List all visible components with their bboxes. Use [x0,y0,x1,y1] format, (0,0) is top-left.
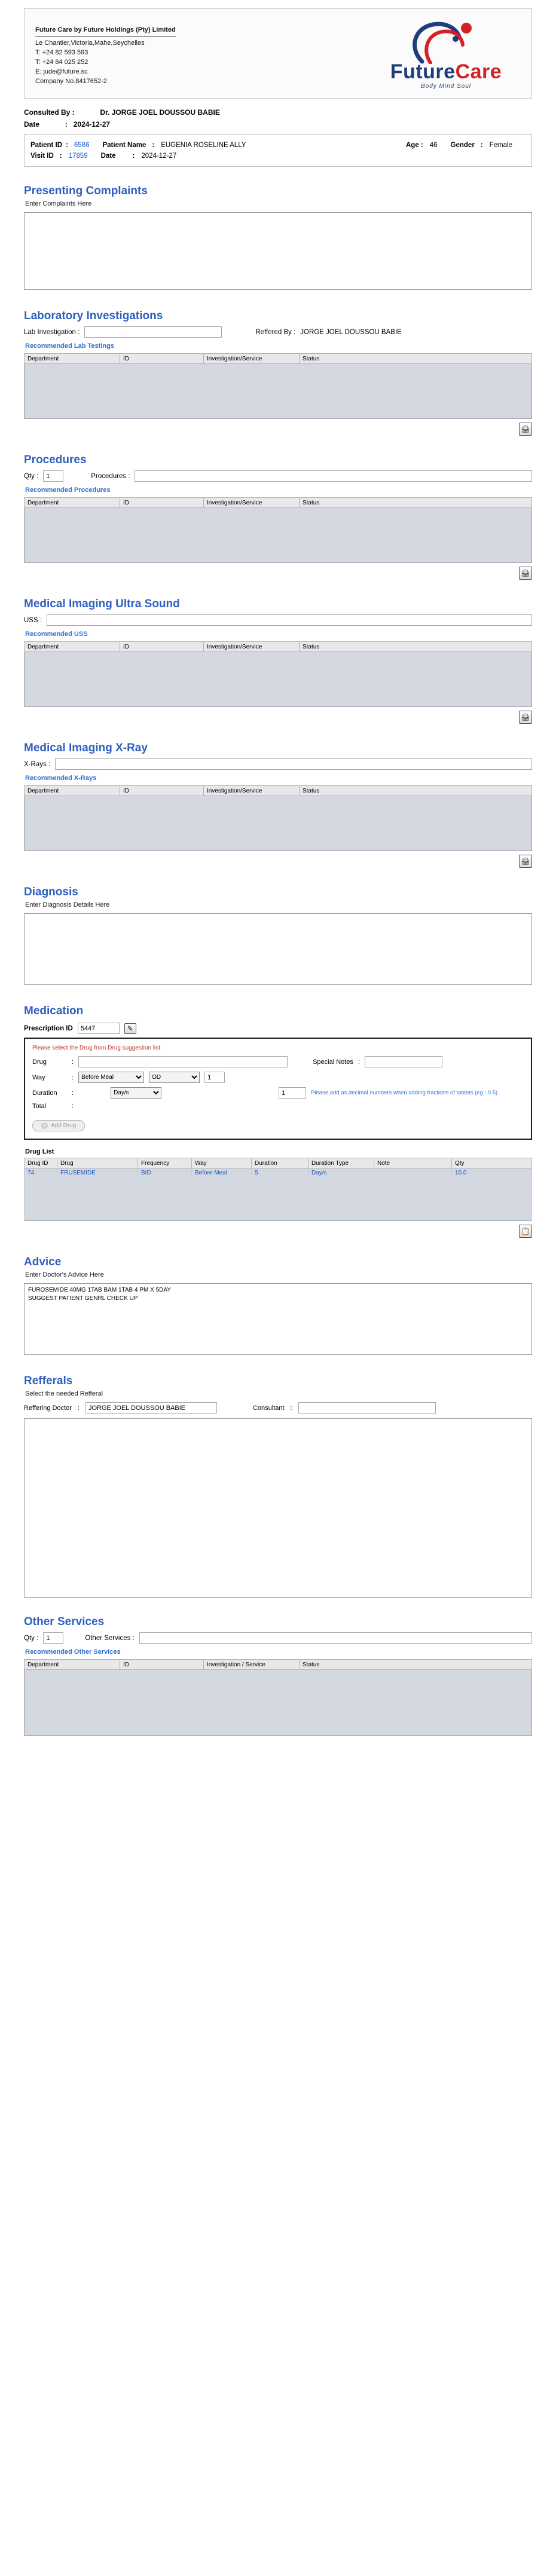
lab-investigation-label: Lab Investigation : [24,328,80,336]
table-header-row [25,1660,532,1670]
lab-col-department: Department [25,354,120,364]
drug-col-duration-type: Duration Type [308,1158,374,1168]
presenting-complaints-subtitle: Enter Complaints Here [25,200,92,207]
xray-col-status: Status [300,786,532,796]
add-drug-button[interactable] [32,1120,85,1131]
presenting-complaints-input[interactable] [24,212,532,290]
total-label: Total [32,1103,47,1110]
diagnosis-input[interactable] [24,913,532,985]
consult-header [24,108,532,129]
referrals-row [24,1402,532,1414]
patient-info-box [24,134,532,167]
procedures-table [24,497,532,508]
consultant-input[interactable] [298,1402,436,1414]
patient-gender-label: Gender [450,142,475,149]
lab-referred-by-label: Reffered By : [255,328,296,336]
medication-title: Medication [24,1005,84,1017]
xray-col-department: Department [25,786,120,796]
xray-title: Medical Imaging X-Ray [24,742,148,754]
clinic-email: E: jude@future.sc [35,68,88,75]
add-drug-label: Add Drug [51,1122,77,1129]
other-services-input-row [24,1632,532,1644]
prescription-id-row [24,1023,532,1034]
referring-doctor-label: Reffering Doctor [24,1404,72,1412]
diagnosis-subtitle: Enter Diagnosis Details Here [25,901,110,908]
clinic-logo [371,17,521,90]
lab-referred-by-value: JORGE JOEL DOUSSOU BABIE [300,328,402,336]
uss-table [24,641,532,652]
patient-info-row-2 [30,151,526,161]
way-qty-input[interactable] [204,1072,225,1083]
referrals-title: Refferals [24,1375,73,1387]
drug-list-table [24,1158,532,1221]
procedures-input[interactable] [135,470,532,482]
drug-col-qty: Qty [452,1158,532,1168]
lab-col-status: Status [300,354,532,364]
drug-col-drug: Drug [57,1158,138,1168]
other-services-title: Other Services [24,1616,105,1628]
proc-col-department: Department [25,498,120,508]
clinic-address: Le Chantier,Victoria,Mahe,Seychelles [35,39,145,47]
procedures-actions [24,567,532,580]
lab-actions [24,423,532,436]
drug-row-note [374,1168,452,1178]
way-row [32,1072,524,1083]
patient-name-colon: : [152,142,155,149]
os-col-department: Department [25,1660,120,1670]
clinic-phone-1: T: +24 82 593 593 [35,48,88,56]
advice-title: Advice [24,1256,62,1268]
prescription-id-label: Prescription ID [24,1024,73,1032]
uss-title: Medical Imaging Ultra Sound [24,598,180,610]
duration-colon: : [72,1089,74,1097]
drug-col-duration: Duration [252,1158,308,1168]
patient-age-label: Age : [405,142,423,149]
xray-print-icon[interactable]: 🖨 [519,855,532,868]
drug-row-frequency: BID [138,1168,192,1178]
xray-actions [24,855,532,868]
table-row-filler [25,1178,532,1221]
os-col-status: Status [300,1660,532,1670]
other-services-table [24,1659,532,1670]
lab-results-table [24,353,532,364]
procedures-label: Procedures : [91,472,130,480]
logo-wordmark [390,62,502,82]
xray-col-id: ID [120,786,204,796]
logo-graphic-icon [398,20,494,62]
clinic-company-no: Company No.8417652-2 [35,77,107,85]
referring-doctor-colon: : [77,1404,80,1412]
os-col-id: ID [120,1660,204,1670]
xray-table [24,785,532,796]
consultation-page [0,8,556,1754]
referrals-subtitle: Select the needed Refferal [25,1390,103,1397]
recommended-lab-testings-link[interactable]: Recommended Lab Testings [25,342,114,350]
drug-col-note: Note [374,1158,452,1168]
lab-col-id: ID [120,354,204,364]
drug-row-duration: 5 [252,1168,308,1178]
uss-body [24,652,532,707]
patient-id-group [30,142,89,149]
logo-word-future: Future [390,60,456,83]
lab-investigation-row [24,326,532,338]
patient-gender-group [451,142,512,149]
diagnosis-title: Diagnosis [24,886,78,898]
medication-actions [24,1225,532,1238]
visit-date-colon: : [132,152,135,160]
table-header-row [25,354,532,364]
procedures-qty-label: Qty : [24,472,39,480]
patient-id-value: 6586 [74,142,90,149]
xray-label: X-Rays : [24,760,51,768]
logo-word-care: Care [455,60,502,83]
duration-hint: Please add as decimal numbers when adding fractions of tablets (eg : 0.5) [311,1090,498,1096]
visit-id-value: 17859 [68,152,88,160]
drug-selection-warning: Please select the Drug from Drug suggestion list [32,1045,160,1051]
drug-list-title: Drug List [25,1148,54,1155]
lab-results-body [24,364,532,419]
special-notes-label: Special Notes [313,1058,353,1066]
drug-row-duration-type: Day/s [308,1168,374,1178]
advice-subtitle: Enter Doctor's Advice Here [25,1271,104,1278]
other-services-qty-label: Qty : [24,1634,39,1642]
special-notes-colon: : [358,1058,360,1066]
letterhead [24,8,532,99]
duration-label: Duration [32,1089,57,1097]
duration-unit-select[interactable] [111,1087,161,1099]
lab-col-service: Investigation/Service [204,354,300,364]
referrals-panel[interactable] [24,1418,532,1598]
xray-col-service: Investigation/Service [204,786,300,796]
visit-id-colon: : [59,152,62,160]
consult-date-value: 2024-12-27 [73,120,111,129]
consulted-by-row [24,108,532,117]
visit-id-label: Visit ID [30,152,54,160]
uss-col-id: ID [120,642,204,652]
logo-swoosh-icon [404,21,494,64]
patient-name-group [102,142,393,149]
visit-date-group [101,152,177,160]
drug-col-frequency: Frequency [138,1158,192,1168]
other-services-body [24,1670,532,1736]
uss-col-department: Department [25,642,120,652]
consulted-by-value: Dr. JORGE JOEL DOUSSOU BABIE [100,108,220,117]
uss-input[interactable] [47,614,532,626]
patient-age-group [406,142,438,149]
clinic-phone-2: T: +24 84 025 252 [35,58,88,66]
table-header-row [25,498,532,508]
recommended-xrays-link[interactable]: Recommended X-Rays [25,775,97,782]
procedures-print-icon[interactable]: 🖨 [519,567,532,580]
drug-list-body [25,1168,532,1221]
xray-body [24,796,532,851]
presenting-complaints-title: Presenting Complaints [24,185,148,197]
drug-row-id: 74 [25,1168,57,1178]
advice-input[interactable] [24,1283,532,1355]
way-select[interactable] [78,1072,144,1083]
patient-id-colon: : [66,142,68,149]
total-colon: : [72,1103,74,1110]
os-col-service: Investigation / Service [204,1660,300,1670]
table-header-row [25,786,532,796]
procedures-title: Procedures [24,454,87,466]
medication-entry-panel [24,1038,532,1140]
patient-gender-value: Female [489,142,512,149]
recommended-procedures-link[interactable]: Recommended Procedures [25,487,111,494]
drug-row [32,1056,524,1067]
duration-row [32,1087,524,1099]
proc-col-service: Investigation/Service [204,498,300,508]
consultant-colon: : [290,1404,292,1412]
lab-investigations-title: Laboratory Investigations [24,310,163,322]
duration-count-input[interactable] [279,1087,306,1099]
xray-input[interactable] [55,758,532,770]
drug-row-way: Before Meal [192,1168,252,1178]
other-services-label: Other Services : [85,1634,135,1642]
other-services-input[interactable] [139,1632,532,1644]
special-notes-input[interactable] [365,1056,442,1067]
clinic-name: Future Care by Future Holdings (Pty) Limited [35,26,176,37]
medication-print-icon[interactable]: 📋 [519,1225,532,1238]
referring-doctor-input[interactable] [85,1402,217,1414]
uss-print-icon[interactable]: 🖨 [519,711,532,724]
drug-row-qty: 10.0 [452,1168,532,1178]
consult-date-label: Date [24,120,40,129]
drug-label: Drug [32,1058,47,1066]
visit-id-group [30,152,88,160]
uss-input-row [24,614,532,626]
uss-actions [24,711,532,724]
way-colon: : [72,1073,74,1081]
proc-col-id: ID [120,498,204,508]
drug-colon: : [72,1058,74,1066]
uss-label: USS : [24,616,42,624]
prescription-id-input[interactable] [78,1023,120,1034]
proc-col-status: Status [300,498,532,508]
drug-input[interactable] [78,1056,288,1067]
plus-icon: + [41,1122,48,1129]
uss-col-service: Investigation/Service [204,642,300,652]
procedures-input-row [24,470,532,482]
consult-date-colon: : [65,120,68,129]
prescription-edit-icon[interactable]: ✎ [124,1023,136,1034]
patient-name-label: Patient Name [102,142,146,149]
patient-gender-colon: : [480,142,483,149]
visit-date-label: Date [100,152,116,160]
table-header-row [25,1158,532,1168]
procedures-qty-input[interactable] [43,470,63,482]
consult-date-row [24,120,532,129]
xray-input-row [24,758,532,770]
table-row[interactable] [25,1168,532,1178]
procedures-body [24,508,532,563]
patient-name-value: EUGENIA ROSELINE ALLY [161,142,246,149]
table-header-row [25,642,532,652]
lab-print-icon[interactable]: 🖨 [519,423,532,436]
drug-row-drug: FRUSEMIDE [57,1168,138,1178]
recommended-other-services-link[interactable]: Recommended Other Services [25,1648,121,1656]
consultant-label: Consultant [252,1404,285,1412]
clinic-address-block [35,17,176,87]
consulted-by-label: Consulted By : [24,108,75,117]
patient-info-row-1 [30,140,526,151]
lab-investigation-input[interactable] [84,326,222,338]
patient-age-value: 46 [429,142,438,149]
recommended-uss-link[interactable]: Recommended USS [25,631,88,638]
frequency-select[interactable] [149,1072,200,1083]
other-services-qty-input[interactable] [43,1632,63,1644]
uss-col-status: Status [300,642,532,652]
way-label: Way [32,1073,45,1081]
patient-id-label: Patient ID [30,142,63,149]
drug-col-id: Drug ID [25,1158,57,1168]
visit-date-value: 2024-12-27 [141,152,177,160]
logo-tagline: Body Mind Soul [420,83,472,90]
total-row [32,1103,524,1110]
drug-col-way: Way [192,1158,252,1168]
